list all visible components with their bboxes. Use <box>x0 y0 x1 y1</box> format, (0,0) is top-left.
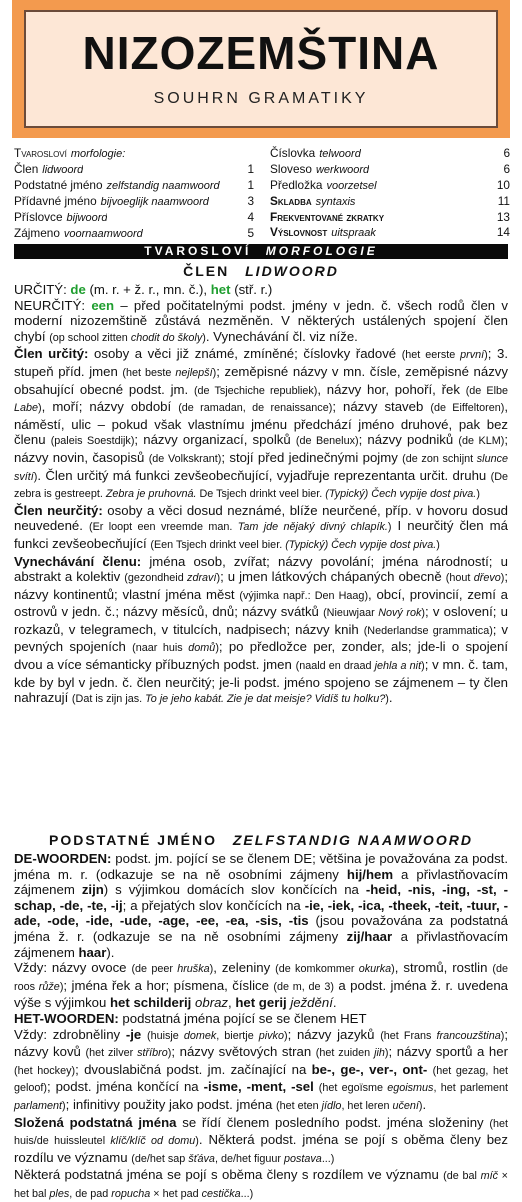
toc-row-title: Příslovce <box>14 210 63 224</box>
subhead-clen-label: ČLEN <box>183 263 230 279</box>
toc-row <box>14 162 254 178</box>
table-of-contents <box>14 146 508 250</box>
clen-text-block: URČITÝ: de (m. r. + ž. r., mn. č.), het (stř. r.) NEURČITÝ: een – před počitatelnými podst. jmény v jedn. č. všech rodů člen v moderní nizozemštině zůstává nezměněn. V některých ustálených spojení člen chybí (op school zitten chodit do školy). Vynechávání čl. viz níže. Člen určitý: osoby a věci již známé, zmíněné; číslovky řadové (het eerste první); 3. stupeň příd. jmen (het beste nejlepší); zeměpisné názvy v mn. čísle, zeměpisné názvy obsahující obecné podst. jm. (de Tsjechiche republiek), názvy hor, pohoří, řek (de Elbe Labe), moří; názvy období (de ramadan, de renaissance); názvy staveb (de Eiffeltoren), náměstí, ulic – pokud však vlastnímu jménu předchází jméno druhové, pak bez členu (paleis Soestdijk); názvy organizací, spolků (de Benelux); názvy podniků (de KLM); názvy novin, časopisů (de Volkskrant); stojí před jedinečnými pojmy (de zon schijnt slunce svítí). Člen určitý má funkci zevšeobecňující, vyjadřuje reprezentanta určit. druhu (De zebra is gestreept. Zebra je pruhovná. De Tsjech drinkt veel bier. (Typický) Čech vypije dost piva.) Člen neurčitý: osoby a věci dosud neznámé, blíže neurčené, příp. v hovoru dosud neuvedené. (Er loopt een vreemde man. Tam jde nějaký divný chlapík.) I neurčitý člen má funkci zevšeobecňující (Een Tsjech drinkt veel bier. (Typický) Čech vypije dost piva.) Vynechávání členu: jména osob, zvířat; názvy povolání; jména národností; u abstrakt a kolektiv (gezondheid zdraví); u jmen látkových chápaných obecně (hout dřevo); názvy kontinentů; vlastní jména měst (výjimka např.: Den Haag), obcí, provincií, zemí a ostrovů v jedn. č.; názvy měsíců, dnů; názvy svátků (Nieuwjaar Nový rok); v oslovení; u rozkazů, v telegramech, v titulcích, nadpisech; názvy knih (Nederlandse grammatica); v pevných spojeních (naar huis domů); po předložce per, zonder, als; jde-li o spojení dvou a více sémanticky příbuzných podst. jmen (naald en draad jehla a nit); v mn. č. tam, kde by byl v jedn. č. člen neurčitý; je-li podst. jméno spojeno se zájmenem – ty člen nahrazují (Dat is zijn jas. To je jeho kabát. Zie je dat meisje? Vidíš tu holku?). <box>14 282 509 706</box>
section-bar-label-italic: MORFOLOGIE <box>265 244 378 258</box>
toc-row <box>270 225 510 241</box>
section-bar-morfologie <box>14 244 508 259</box>
toc-row-label <box>14 146 125 162</box>
toc-row-page: 11 <box>497 194 510 208</box>
toc-row-title: Skladba <box>270 194 312 208</box>
toc-row-subtitle: bijwoord <box>66 212 108 224</box>
toc-row-label <box>14 162 83 178</box>
toc-row <box>270 146 510 162</box>
toc-row-subtitle: uitspraak <box>331 227 376 239</box>
toc-row-page: 6 <box>503 146 510 160</box>
toc-row-label <box>270 178 377 194</box>
subhead-pj-italic: ZELFSTANDIG NAAMWOORD <box>232 832 473 848</box>
toc-row-subtitle: telwoord <box>319 148 361 160</box>
toc-row-title: Podstatné jméno <box>14 178 103 192</box>
toc-row <box>270 162 510 178</box>
toc-row-subtitle: syntaxis <box>315 196 356 208</box>
toc-row-title: Výslovnost <box>270 225 328 239</box>
toc-row-title: Tvarosloví <box>14 146 67 160</box>
subhead-clen-italic: LIDWOORD <box>245 263 339 279</box>
toc-row <box>14 226 254 242</box>
subhead-podstatne-jmeno <box>14 832 508 848</box>
toc-row-subtitle: werkwoord <box>315 164 370 176</box>
toc-row <box>14 210 254 226</box>
toc-row-title: Sloveso <box>270 162 312 176</box>
subhead-clen <box>14 263 508 279</box>
toc-row-page: 6 <box>503 162 510 176</box>
header-banner <box>12 0 510 138</box>
toc-row-label <box>14 194 209 210</box>
toc-row <box>270 210 510 225</box>
toc-row-page: 10 <box>496 178 510 192</box>
page-subtitle: SOUHRN GRAMATIKY <box>153 90 369 107</box>
toc-row-page: 1 <box>247 178 254 192</box>
toc-row-page: 5 <box>247 226 254 240</box>
toc-row-title: Frekventované zkratky <box>270 210 385 224</box>
toc-row-label <box>270 194 355 210</box>
toc-row-title: Zájmeno <box>14 226 60 240</box>
toc-row <box>270 178 510 194</box>
toc-row-subtitle: zelfstandig naamwoord <box>106 180 220 192</box>
toc-row-label <box>270 225 376 241</box>
toc-row <box>14 146 254 162</box>
toc-row <box>14 178 254 194</box>
toc-row-title: Přídavné jméno <box>14 194 97 208</box>
toc-row-subtitle: morfologie: <box>70 148 126 160</box>
toc-row-label <box>270 210 384 225</box>
toc-row-label <box>14 226 143 242</box>
toc-row-page: 13 <box>496 210 510 224</box>
toc-row-subtitle: voornaamwoord <box>63 228 143 240</box>
toc-row-page: 3 <box>247 194 254 208</box>
toc-row-page: 4 <box>247 210 254 224</box>
toc-row <box>270 194 510 210</box>
subhead-pj-label: PODSTATNÉ JMÉNO <box>49 832 217 848</box>
toc-row-label <box>14 178 220 194</box>
podstatne-jmeno-text-block: DE-WOORDEN: podst. jm. pojící se se členem DE; většina je považována za podst. jména m. r. (odkazuje se na ně osobními zájmeny hij/hem a přivlastňovacím zájmenem zijn) s výjimkou domácích slov končících na -heid, -nis, -ing, -st, -schap, -de, -te, -ij; a přejatých slov končících na -ie, -iek, -ica, -theek, -teit, -tuur, -ade, -ode, -ide, -ude, -age, -ee, -ea, -sis, -tis (jsou považována za podstatná jména ž. r. (odkazuje se na ně osobními zájmeny zij/haar a přivlastňovacím zájmenem haar). Vždy: názvy ovoce (de peer hruška), zeleniny (de komkommer okurka), stromů, rostlin (de roos růže); jména řek a hor; písmena, číslice (de m, de 3) a podst. jména ž. r. uvedena výše s výjimkou het schilderij obraz, het gerij ježdění. HET-WOORDEN: podstatná jména pojící se se členem HET Vždy: zdrobněliny -je (huisje domek, biertje pivko); názvy jazyků (het Frans francouzština); názvy kovů (het zilver stříbro); názvy světových stran (het zuiden jih); názvy sportů a her (het hockey); dvouslabičná podst. jm. začínající na be-, ge-, ver-, ont- (het gezag, het geloof); podst. jména končící na -isme, -ment, -sel (het egoïsme egoismus, het parlement parlament); infinitivy použity jako podst. jména (het eten jídlo, het leren učení). Složená podstatná jména se řídí členem posledního podst. jména složeniny (het huis/de huissleutel klíč/klíč od domu). Některá podst. jména se pojí s oběma členy bez rozdílu ve významu (de/het sap šťáva, de/het figuur postava...) Některá podstatná jména se pojí s oběma členy s rozdílem ve významu (de bal míč × het bal ples, de pad ropucha × het pad cestička...) <box>14 851 509 1200</box>
toc-right-column <box>270 146 510 241</box>
toc-row-label <box>270 162 369 178</box>
toc-row-subtitle: voorzetsel <box>326 180 377 192</box>
toc-row <box>14 194 254 210</box>
toc-row-subtitle: lidwoord <box>42 164 84 176</box>
toc-row-page: 14 <box>496 225 510 239</box>
toc-row-label <box>270 146 361 162</box>
header-box <box>24 10 498 128</box>
toc-row-title: Člen <box>14 162 39 176</box>
page-title: NIZOZEMŠTINA <box>82 27 440 79</box>
toc-row-page: 1 <box>247 162 254 176</box>
toc-row-title: Číslovka <box>270 146 316 160</box>
section-bar-label: TVAROSLOVÍ <box>144 244 252 258</box>
toc-row-subtitle: bijvoeglijk naamwoord <box>100 196 209 208</box>
toc-row-label <box>14 210 107 226</box>
toc-left-column <box>14 146 254 242</box>
toc-row-title: Předložka <box>270 178 323 192</box>
